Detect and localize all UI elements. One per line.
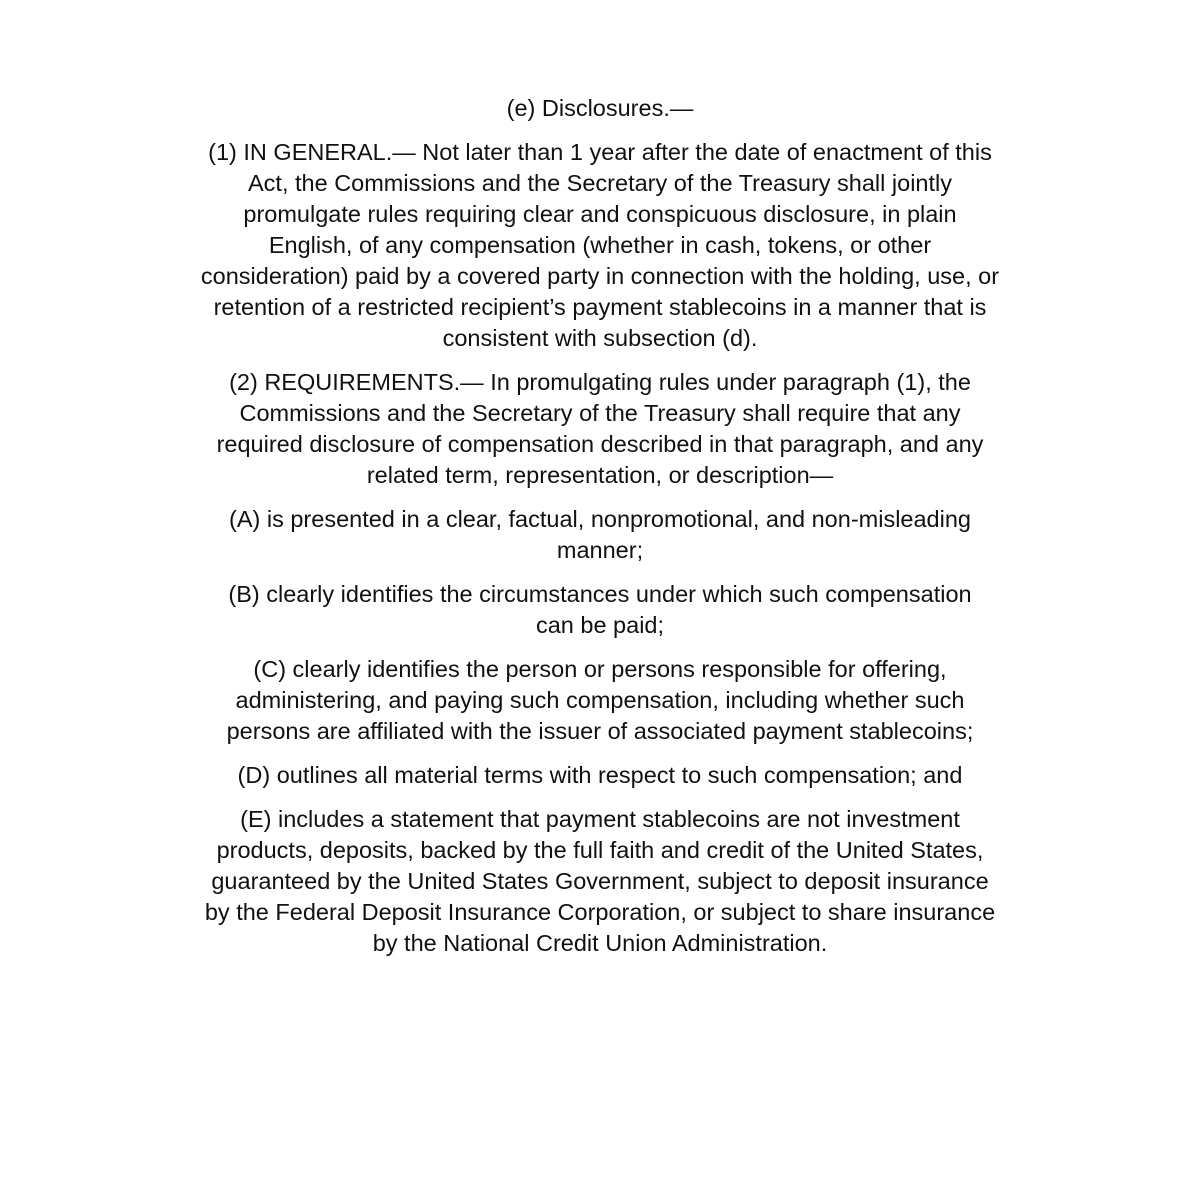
paragraph-requirements: (2) REQUIREMENTS.— In promulgating rules under paragraph (1), the Commissions and the Secretary of the Treasury shall require that any required disclosure of compensation described in that paragraph, and any related term, representation, or description—	[216, 369, 984, 488]
subparagraph-c: (C) clearly identifies the person or persons responsible for offering, administering, and paying such compensation, including whether such persons are affiliated with the issuer of associated payment stablecoins;	[226, 656, 974, 744]
subparagraph-d: (D) outlines all material terms with respect to such compensation; and	[237, 762, 963, 788]
subparagraph-b: (B) clearly identifies the circumstances under which such compensation can be paid;	[228, 581, 972, 638]
subparagraph-a: (A) is presented in a clear, factual, nonpromotional, and non-misleading manner;	[229, 506, 971, 563]
section-heading: (e) Disclosures.—	[506, 95, 694, 121]
document-body	[200, 93, 1000, 972]
subparagraph-e: (E) includes a statement that payment stablecoins are not investment products, deposits, backed by the full faith and credit of the United States, guaranteed by the United States Government, subject to deposit insurance by the Federal Deposit Insurance Corporation, or subject to share insurance by the National Credit Union Administration.	[204, 806, 996, 956]
paragraph-in-general: (1) IN GENERAL.— Not later than 1 year after the date of enactment of this Act, the Commissions and the Secretary of the Treasury shall jointly promulgate rules requiring clear and conspicuous disclosure, in plain English, of any compensation (whether in cash, tokens, or other consideration) paid by a covered party in connection with the holding, use, or retention of a restricted recipient’s payment stablecoins in a manner that is consistent with subsection (d).	[200, 139, 1000, 351]
